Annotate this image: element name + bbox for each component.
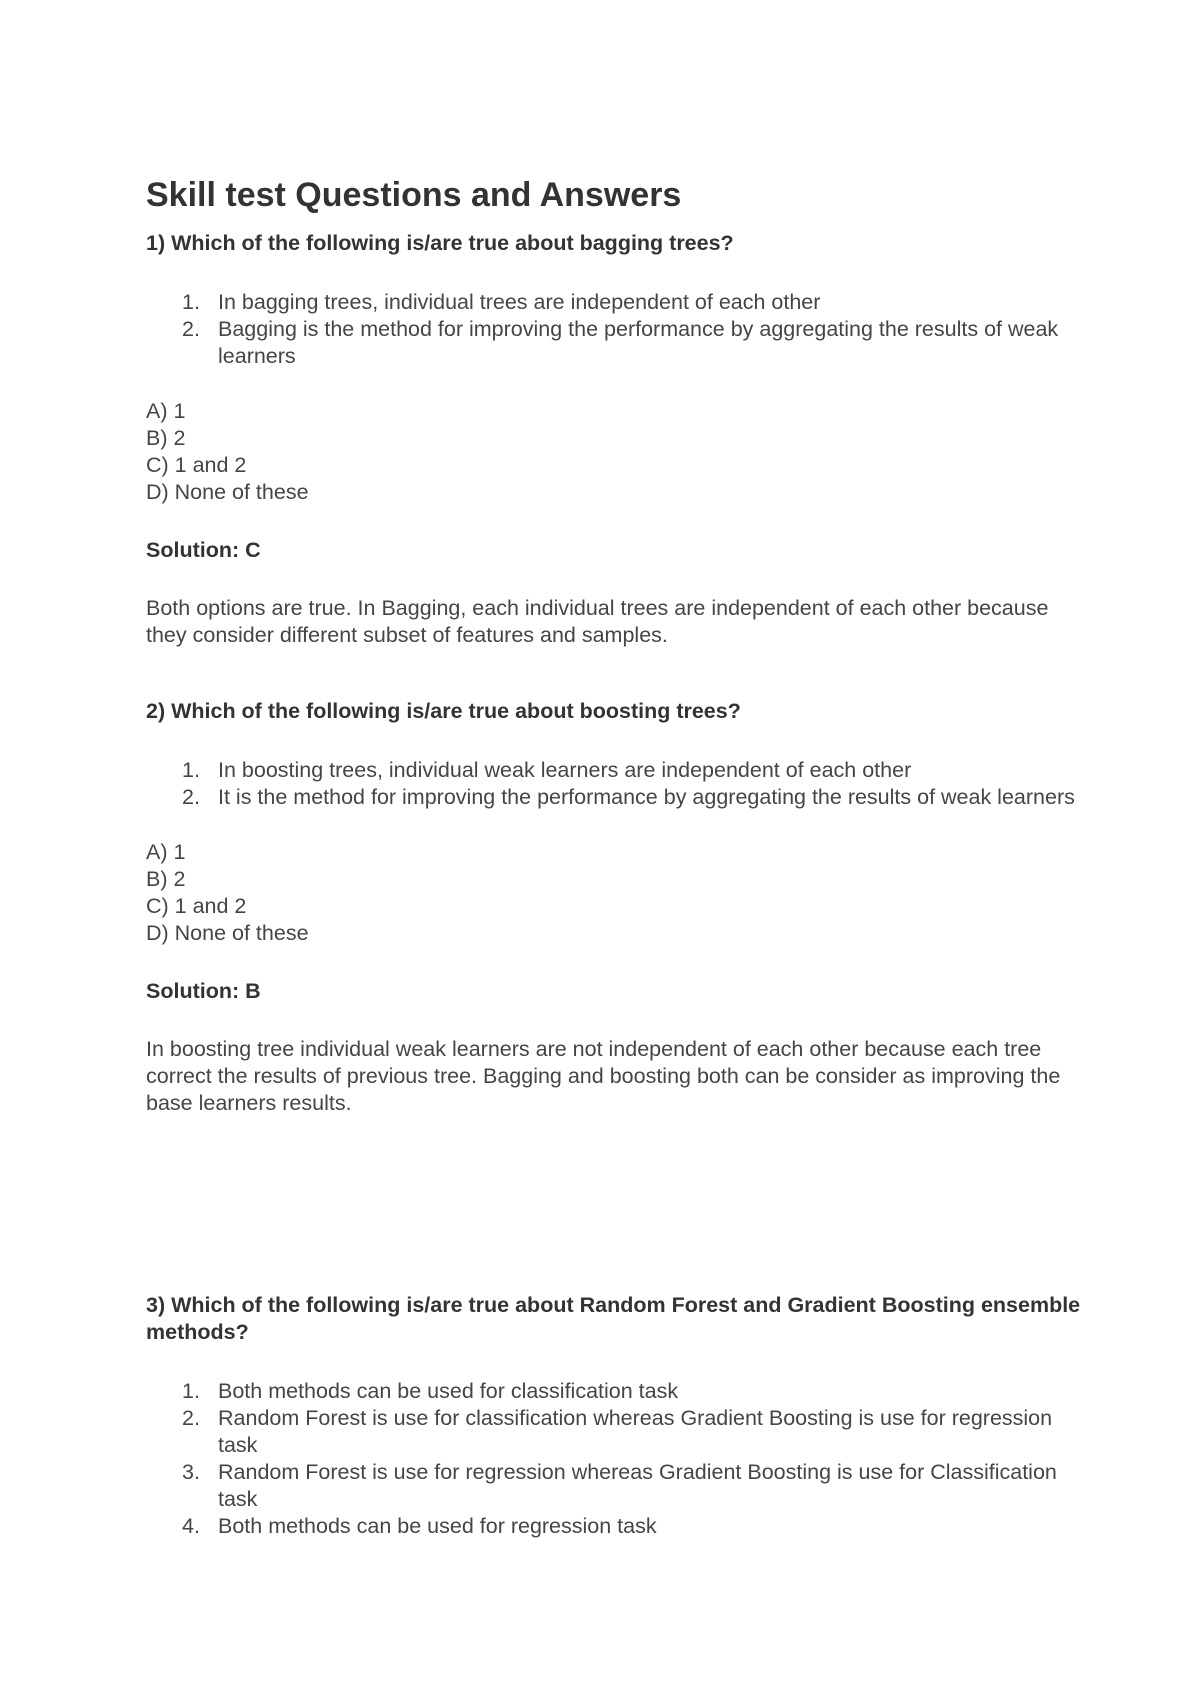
statement-text: In boosting trees, individual weak learners are independent of each other: [218, 758, 912, 782]
option-c: C) 1 and 2: [146, 453, 247, 477]
page-title: Skill test Questions and Answers: [146, 176, 682, 214]
list-number: 1.: [182, 758, 200, 782]
list-number: 4.: [182, 1514, 200, 1538]
answer-options: [146, 839, 1086, 947]
list-item: [146, 1459, 1086, 1513]
question-text: 2) Which of the following is/are true about boosting trees?: [146, 699, 741, 723]
solution-explanation: In boosting tree individual weak learners are not independent of each other because each tree correct the results of previous tree. Bagging and boosting both can be consider as improving the base learners results.: [146, 1037, 1061, 1115]
option-c: C) 1 and 2: [146, 894, 247, 918]
solution-label: Solution: B: [146, 979, 261, 1003]
list-number: 2.: [182, 317, 200, 341]
list-item: [146, 757, 1086, 784]
question-block-2: [146, 698, 1086, 1117]
statement-text: Both methods can be used for classification task: [218, 1379, 679, 1403]
statement-text: Bagging is the method for improving the performance by aggregating the results of weak learners: [218, 317, 1059, 368]
question-text: 1) Which of the following is/are true about bagging trees?: [146, 231, 734, 255]
list-item: [146, 316, 1086, 370]
solution-label: Solution: C: [146, 538, 261, 562]
statement-list: [146, 757, 1086, 811]
statement-text: It is the method for improving the performance by aggregating the results of weak learners: [218, 785, 1075, 809]
statement-text: Random Forest is use for regression whereas Gradient Boosting is use for Classification task: [218, 1460, 1057, 1511]
list-item: [146, 1513, 1086, 1540]
list-number: 2.: [182, 785, 200, 809]
list-item: [146, 1378, 1086, 1405]
list-number: 1.: [182, 1379, 200, 1403]
list-item: [146, 784, 1086, 811]
statement-list: [146, 289, 1086, 370]
statement-text: Random Forest is use for classification whereas Gradient Boosting is use for regression task: [218, 1406, 1053, 1457]
solution-explanation: Both options are true. In Bagging, each individual trees are independent of each other because they consider different subset of features and samples.: [146, 596, 1049, 647]
option-b: B) 2: [146, 867, 186, 891]
option-b: B) 2: [146, 426, 186, 450]
statement-list: [146, 1378, 1086, 1540]
statement-text: Both methods can be used for regression task: [218, 1514, 657, 1538]
question-block-1: [146, 230, 1086, 649]
answer-options: [146, 398, 1086, 506]
option-d: D) None of these: [146, 921, 309, 945]
question-block-3: [146, 1292, 1086, 1540]
list-number: 2.: [182, 1406, 200, 1430]
list-number: 1.: [182, 290, 200, 314]
option-a: A) 1: [146, 840, 186, 864]
option-a: A) 1: [146, 399, 186, 423]
list-item: [146, 1405, 1086, 1459]
option-d: D) None of these: [146, 480, 309, 504]
list-number: 3.: [182, 1460, 200, 1484]
question-text: 3) Which of the following is/are true about Random Forest and Gradient Boosting ensemble methods?: [146, 1293, 1081, 1344]
list-item: [146, 289, 1086, 316]
statement-text: In bagging trees, individual trees are independent of each other: [218, 290, 821, 314]
